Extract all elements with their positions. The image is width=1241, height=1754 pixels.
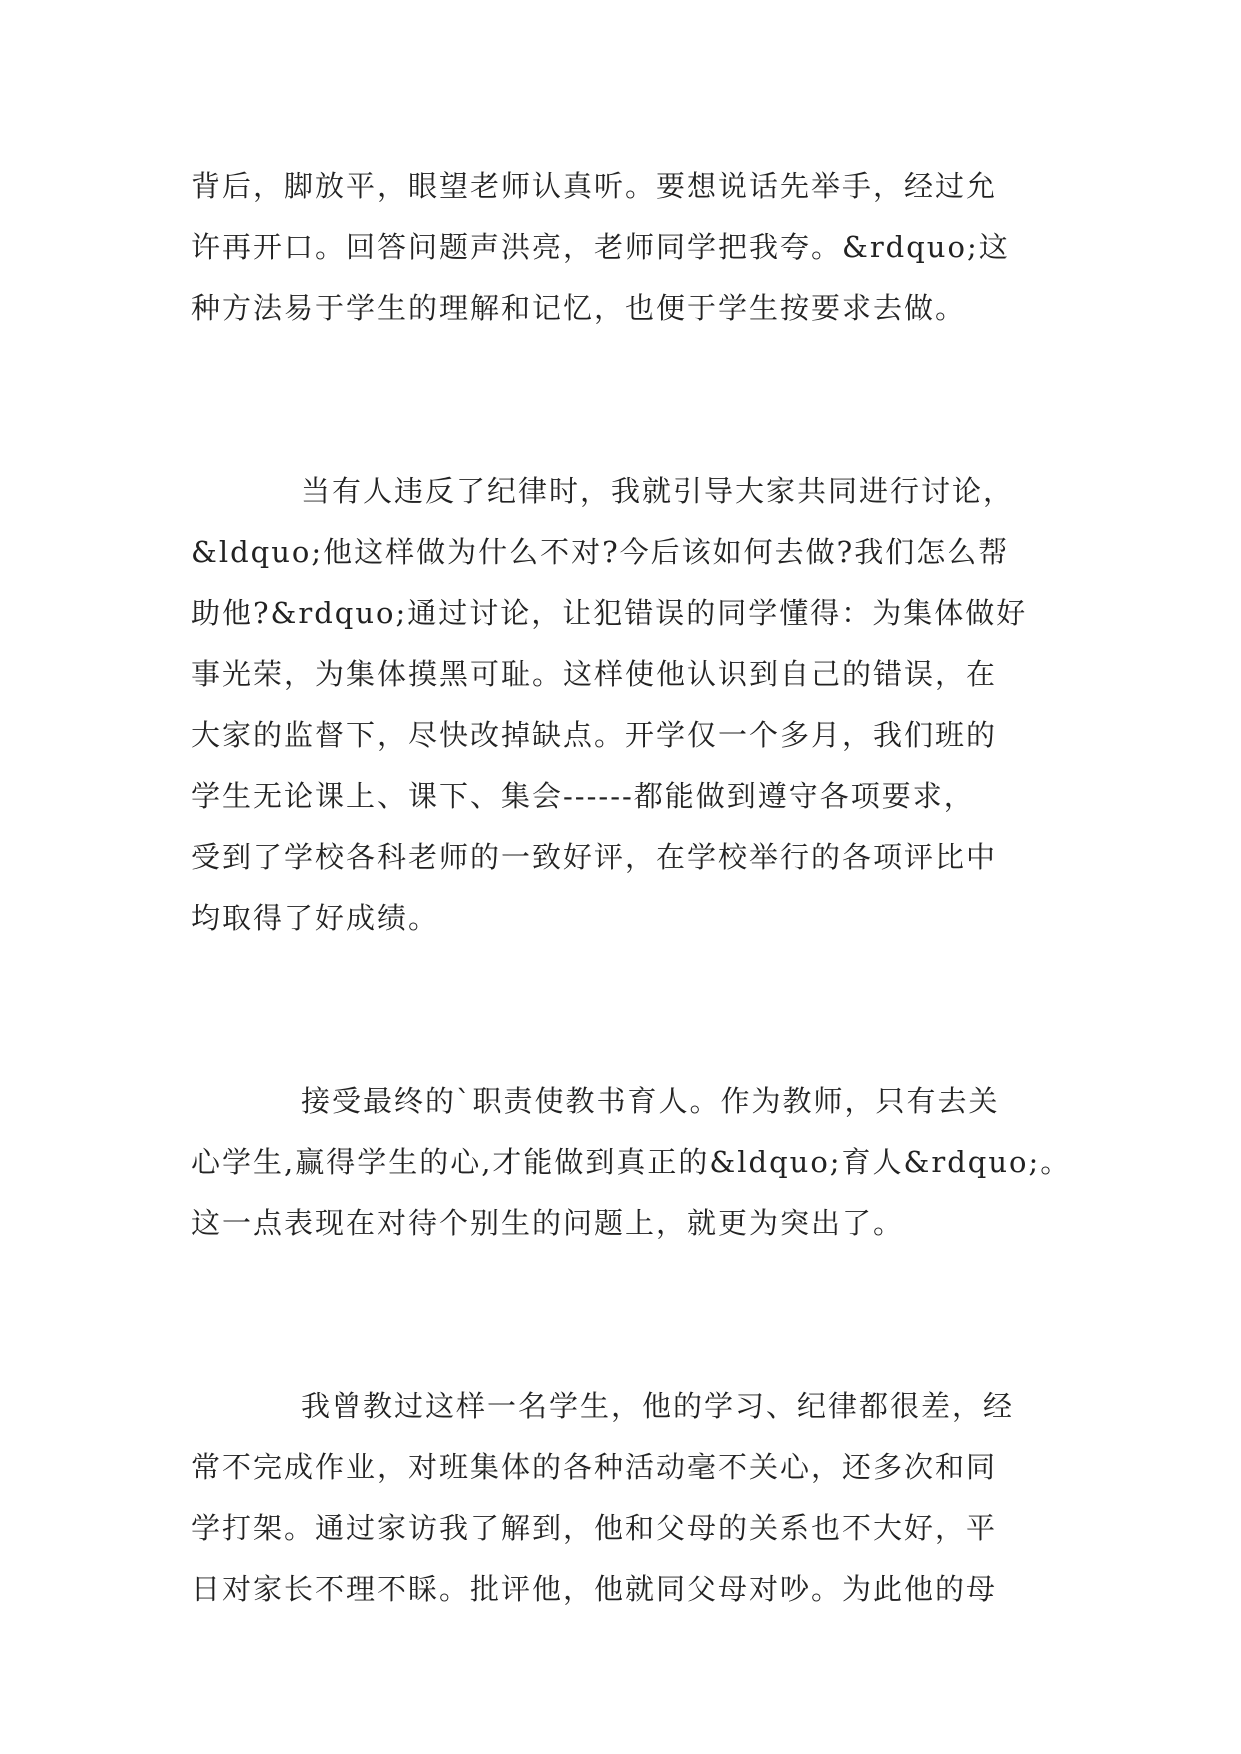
- paragraph-1-line-1: 背后，脚放平，眼望老师认真听。要想说话先举手，经过允: [191, 169, 998, 203]
- paragraph-2-line-2: &ldquo;他这样做为什么不对?今后该如何去做?我们怎么帮: [191, 535, 1010, 569]
- paragraph-4-line-1: 我曾教过这样一名学生，他的学习、纪律都很差，经: [301, 1389, 1015, 1423]
- paragraph-2-line-8: 均取得了好成绩。: [191, 901, 440, 935]
- paragraph-3-line-3: 这一点表现在对待个别生的问题上，就更为突出了。: [191, 1206, 905, 1240]
- paragraph-2-line-3: 助他?&rdquo;通过讨论，让犯错误的同学懂得：为集体做好: [191, 596, 1028, 630]
- paragraph-2-line-5: 大家的监督下，尽快改掉缺点。开学仅一个多月，我们班的: [191, 718, 998, 752]
- paragraph-4-line-4: 日对家长不理不睬。批评他，他就同父母对吵。为此他的母: [191, 1572, 998, 1606]
- paragraph-1-line-3: 种方法易于学生的理解和记忆，也便于学生按要求去做。: [191, 291, 967, 325]
- paragraph-2-line-4: 事光荣，为集体摸黑可耻。这样使他认识到自己的错误，在: [191, 657, 998, 691]
- paragraph-2-line-7: 受到了学校各科老师的一致好评，在学校举行的各项评比中: [191, 840, 998, 874]
- paragraph-2-line-6: 学生无论课上、课下、集会------都能做到遵守各项要求，: [191, 779, 975, 813]
- paragraph-2-line-1: 当有人违反了纪律时，我就引导大家共同进行讨论，: [301, 474, 1015, 508]
- paragraph-3-line-1: 接受最终的`职责使教书育人。作为教师，只有去关: [301, 1084, 1000, 1118]
- paragraph-4-line-3: 学打架。通过家访我了解到，他和父母的关系也不大好，平: [191, 1511, 998, 1545]
- paragraph-4-line-2: 常不完成作业，对班集体的各种活动毫不关心，还多次和同: [191, 1450, 998, 1484]
- paragraph-1-line-2: 许再开口。回答问题声洪亮，老师同学把我夸。&rdquo;这: [191, 230, 1010, 264]
- paragraph-3-line-2: 心学生,赢得学生的心,才能做到真正的&ldquo;育人&rdquo;。: [191, 1145, 1072, 1179]
